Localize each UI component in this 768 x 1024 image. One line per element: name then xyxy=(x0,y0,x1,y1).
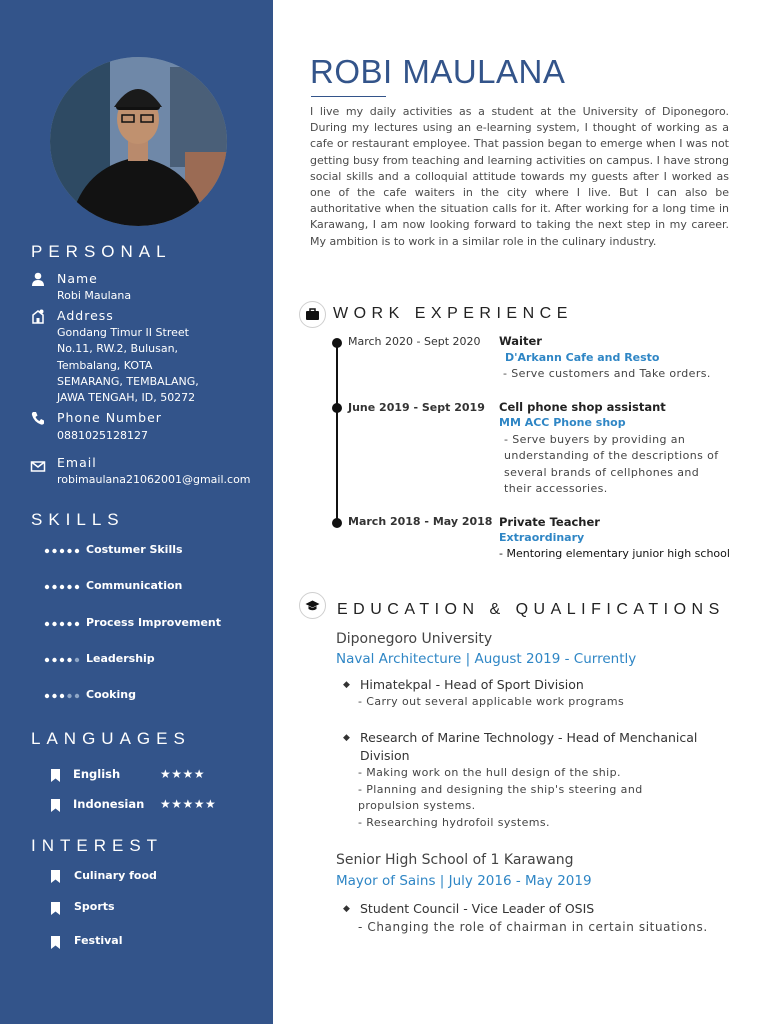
briefcase-icon xyxy=(299,301,326,328)
sidebar xyxy=(0,0,273,1024)
language-stars: ★★★★ xyxy=(160,767,206,781)
graduation-cap-icon xyxy=(299,592,326,619)
timeline-dot xyxy=(332,338,342,348)
skill-dot xyxy=(67,658,71,662)
skill-dot xyxy=(45,585,49,589)
bullet: ◆ xyxy=(343,904,350,914)
skill-dot xyxy=(75,694,79,698)
bookmark-icon xyxy=(51,769,60,782)
bookmark-icon xyxy=(51,799,60,812)
phone-icon xyxy=(30,410,46,426)
phone-label: Phone Number xyxy=(57,410,162,425)
education-item-title: Research of Marine Technology - Head of Menchanical Division xyxy=(360,730,698,763)
skill-dot xyxy=(67,694,71,698)
skill-dots xyxy=(43,620,83,628)
job-description: - Mentoring elementary junior high school xyxy=(499,547,730,560)
interest-heading: INTEREST xyxy=(31,836,164,855)
skill-name: Process Improvement xyxy=(86,616,222,629)
skill-dot xyxy=(75,585,79,589)
bookmark-icon xyxy=(51,870,60,883)
skill-dot xyxy=(52,694,56,698)
job-date: March 2020 - Sept 2020 xyxy=(348,335,481,348)
skill-name: Costumer Skills xyxy=(86,543,183,556)
address-value: Gondang Timur II Street No.11, RW.2, Bulusan, Tembalang, KOTA SEMARANG, TEMBALANG, JAWA TENGAH, ID, 50272 xyxy=(57,326,199,405)
skill-dot xyxy=(75,549,79,553)
skill-dot xyxy=(45,549,49,553)
bullet: ◆ xyxy=(343,733,350,743)
skill-dot xyxy=(60,549,64,553)
name-underline xyxy=(311,96,386,97)
full-name: ROBI MAULANA xyxy=(310,53,566,90)
job-date: March 2018 - May 2018 xyxy=(348,515,493,528)
education-item-title: Student Council - Vice Leader of OSIS xyxy=(360,901,595,916)
job-company: Extraordinary xyxy=(499,531,585,544)
interest-item: Culinary food xyxy=(74,869,157,882)
job-description: - Serve buyers by providing an understanding of the descriptions of several brands of cellphones and their accessories. xyxy=(504,433,719,495)
skill-dot xyxy=(45,694,49,698)
education-item-description: - Carry out several applicable work programs xyxy=(358,695,625,708)
skill-dot xyxy=(60,622,64,626)
name-label: Name xyxy=(57,271,98,286)
skill-name: Cooking xyxy=(86,688,136,701)
skill-dot xyxy=(45,658,49,662)
job-description: - Serve customers and Take orders. xyxy=(503,367,711,380)
skill-dot xyxy=(60,585,64,589)
job-title: Cell phone shop assistant xyxy=(499,400,666,414)
school-name: Diponegoro University xyxy=(336,631,493,647)
skill-dot xyxy=(75,622,79,626)
degree-line: Mayor of Sains | July 2016 - May 2019 xyxy=(336,873,592,889)
job-title: Waiter xyxy=(499,334,542,348)
languages-heading: LANGUAGES xyxy=(31,729,191,748)
email-label: Email xyxy=(57,455,97,470)
profile-photo xyxy=(50,57,227,226)
degree-line: Naval Architecture | August 2019 - Currently xyxy=(336,651,637,667)
education-heading: EDUCATION & QUALIFICATIONS xyxy=(337,601,725,618)
bookmark-icon xyxy=(51,936,60,949)
interest-item: Festival xyxy=(74,934,123,947)
skill-name: Leadership xyxy=(86,652,155,665)
job-company: D'Arkann Cafe and Resto xyxy=(505,351,660,364)
language-name: Indonesian xyxy=(73,797,145,811)
skill-dot xyxy=(75,658,79,662)
skill-dots xyxy=(43,692,83,700)
profile-photo-image xyxy=(50,57,227,226)
language-stars: ★★★★★ xyxy=(160,797,217,811)
person-icon xyxy=(30,271,46,287)
job-company: MM ACC Phone shop xyxy=(499,416,626,429)
language-name: English xyxy=(73,767,121,781)
summary-paragraph: I live my daily activities as a student at the University of Diponegoro. During my lectures using an e-learning system, I thought of working as a cafe or restaurant employee. That passion began to emerge when I was not getting busy from teaching and learning activities on campus. I have strong social skills and a colloquial attitude towards my guests after I worked as one of the cafe waiters in the city where I live. But I can also be authoritative when the situation calls for it. After working for a long time in Karawang, I am now looking forward to taking the next step in my career. My ambition is to work in a similar role in the culinary industry. xyxy=(310,105,729,248)
email-value[interactable]: robimaulana21062001@gmail.com xyxy=(57,473,251,486)
skill-dot xyxy=(52,658,56,662)
skill-dot xyxy=(67,585,71,589)
timeline-dot xyxy=(332,518,342,528)
skill-dot xyxy=(52,549,56,553)
education-item-title: Himatekpal - Head of Sport Division xyxy=(360,677,584,692)
skill-dot xyxy=(52,585,56,589)
timeline-dot xyxy=(332,403,342,413)
skill-dots xyxy=(43,583,83,591)
interest-item: Sports xyxy=(74,900,115,913)
work-experience-heading: WORK EXPERIENCE xyxy=(333,305,573,322)
skill-dot xyxy=(60,658,64,662)
job-date: June 2019 - Sept 2019 xyxy=(348,401,485,414)
bullet: ◆ xyxy=(343,680,350,690)
job-title: Private Teacher xyxy=(499,515,600,529)
skill-dot xyxy=(45,622,49,626)
skill-dot xyxy=(67,549,71,553)
skill-dot xyxy=(67,622,71,626)
address-label: Address xyxy=(57,308,114,323)
school-name: Senior High School of 1 Karawang xyxy=(336,852,574,868)
phone-value[interactable]: 0881025128127 xyxy=(57,429,148,442)
skill-dot xyxy=(60,694,64,698)
timeline-line xyxy=(336,342,338,524)
skill-dots xyxy=(43,656,83,664)
address-icon xyxy=(30,308,46,324)
skills-heading: SKILLS xyxy=(31,510,125,529)
skill-name: Communication xyxy=(86,579,183,592)
education-item-description: - Changing the role of chairman in certain situations. xyxy=(358,920,708,934)
email-icon xyxy=(30,458,46,474)
bookmark-icon xyxy=(51,902,60,915)
skill-dots xyxy=(43,547,83,555)
personal-heading: PERSONAL xyxy=(31,242,172,261)
education-item-description: - Making work on the hull design of the ship. - Planning and designing the ship's steering and propulsion systems. - Researching hydrofoil systems. xyxy=(358,766,643,829)
skill-dot xyxy=(52,622,56,626)
name-value: Robi Maulana xyxy=(57,289,132,302)
